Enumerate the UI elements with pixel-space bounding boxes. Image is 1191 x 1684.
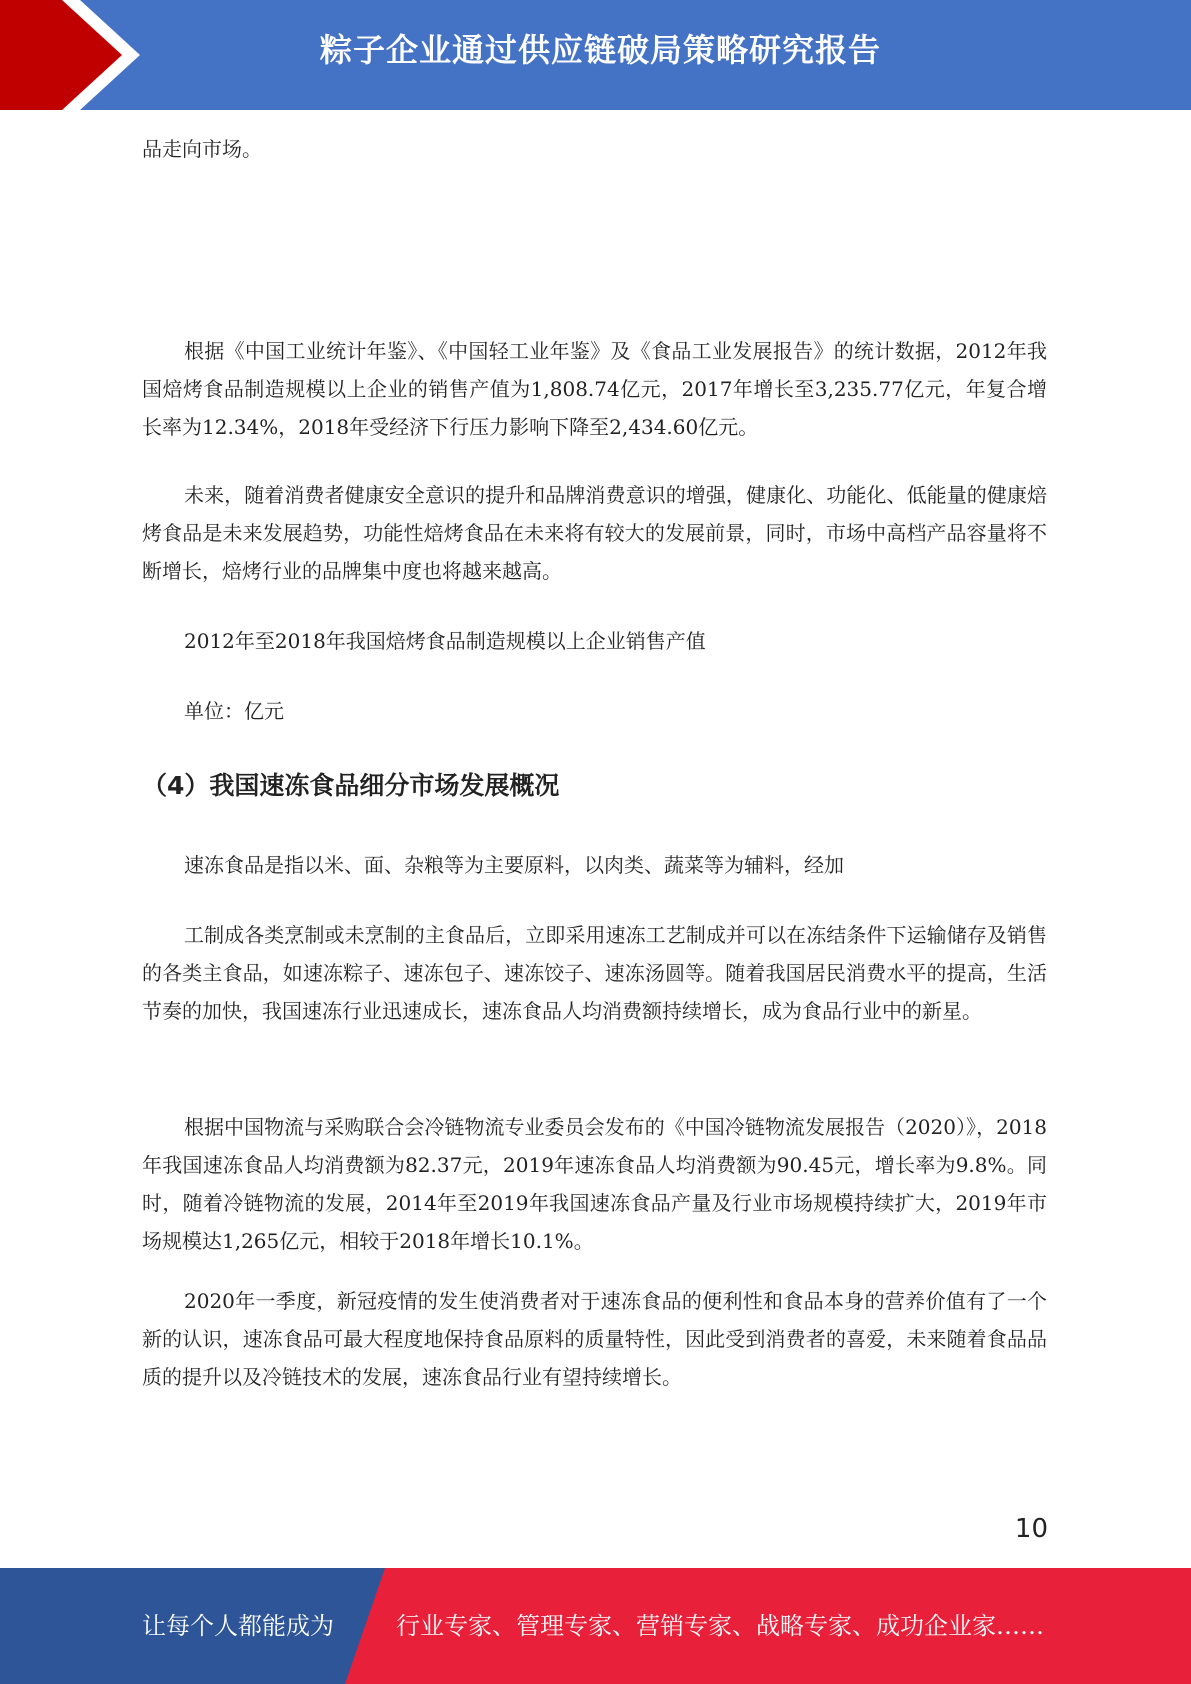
paragraph-bakery-sales: 根据《中国工业统计年鉴》、《中国轻工业年鉴》及《食品工业发展报告》的统计数据，2012年我国焙烤食品制造规模以上企业的销售产值为1,808.74亿元，2017年增长至3,235.77亿元，年复合增长率为12.34%，2018年受经济下行压力影响下降至2,434.60亿元。 — [142, 339, 1047, 439]
page-footer — [0, 1568, 1191, 1684]
footer-slogan-left: 让每个人都能成为 — [142, 1612, 334, 1640]
paragraph-frozen-2020: 2020年一季度，新冠疫情的发生使消费者对于速冻食品的便利性和食品本身的营养价值有了一个新的认识，速冻食品可最大程度地保持食品原料的质量特性，因此受到消费者的喜爱，未来随着食品品质的提升以及冷链技术的发展，速冻食品行业有望持续增长。 — [142, 1289, 1047, 1389]
page-header — [0, 0, 1191, 110]
footer-slogan-right: 行业专家、管理专家、营销专家、战略专家、成功企业家…… — [396, 1612, 1044, 1640]
figure-unit: 单位：亿元 — [184, 699, 284, 723]
page-number: 10 — [1014, 1514, 1048, 1544]
section-heading: （4）我国速冻食品细分市场发展概况 — [142, 771, 560, 800]
figure-caption: 2012年至2018年我国焙烤食品制造规模以上企业销售产值 — [184, 629, 706, 653]
paragraph-frozen-definition-2: 工制成各类烹制或未烹制的主食品后，立即采用速冻工艺制成并可以在冻结条件下运输储存及销售的各类主食品，如速冻粽子、速冻包子、速冻饺子、速冻汤圆等。随着我国居民消费水平的提高，生活节奏的加快，我国速冻行业迅速成长，速冻食品人均消费额持续增长，成为食品行业中的新星。 — [142, 923, 1047, 1023]
paragraph-bakery-future: 未来，随着消费者健康安全意识的提升和品牌消费意识的增强，健康化、功能化、低能量的健康焙烤食品是未来发展趋势，功能性焙烤食品在未来将有较大的发展前景，同时，市场中高档产品容量将不断增长，焙烤行业的品牌集中度也将越来越高。 — [142, 483, 1047, 583]
paragraph-frozen-definition-1: 速冻食品是指以米、面、杂粮等为主要原料，以肉类、蔬菜等为辅料，经加 — [184, 853, 844, 877]
header-title: 粽子企业通过供应链破局策略研究报告 — [319, 31, 881, 69]
paragraph-continuation: 品走向市场。 — [142, 137, 262, 161]
paragraph-frozen-stats: 根据中国物流与采购联合会冷链物流专业委员会发布的《中国冷链物流发展报告（2020）》，2018年我国速冻食品人均消费额为82.37元，2019年速冻食品人均消费额为90.45元，增长率为9.8%。同时，随着冷链物流的发展，2014年至2019年我国速冻食品产量及行业市场规模持续扩大，2019年市场规模达1,265亿元，相较于2018年增长10.1%。 — [142, 1115, 1047, 1253]
